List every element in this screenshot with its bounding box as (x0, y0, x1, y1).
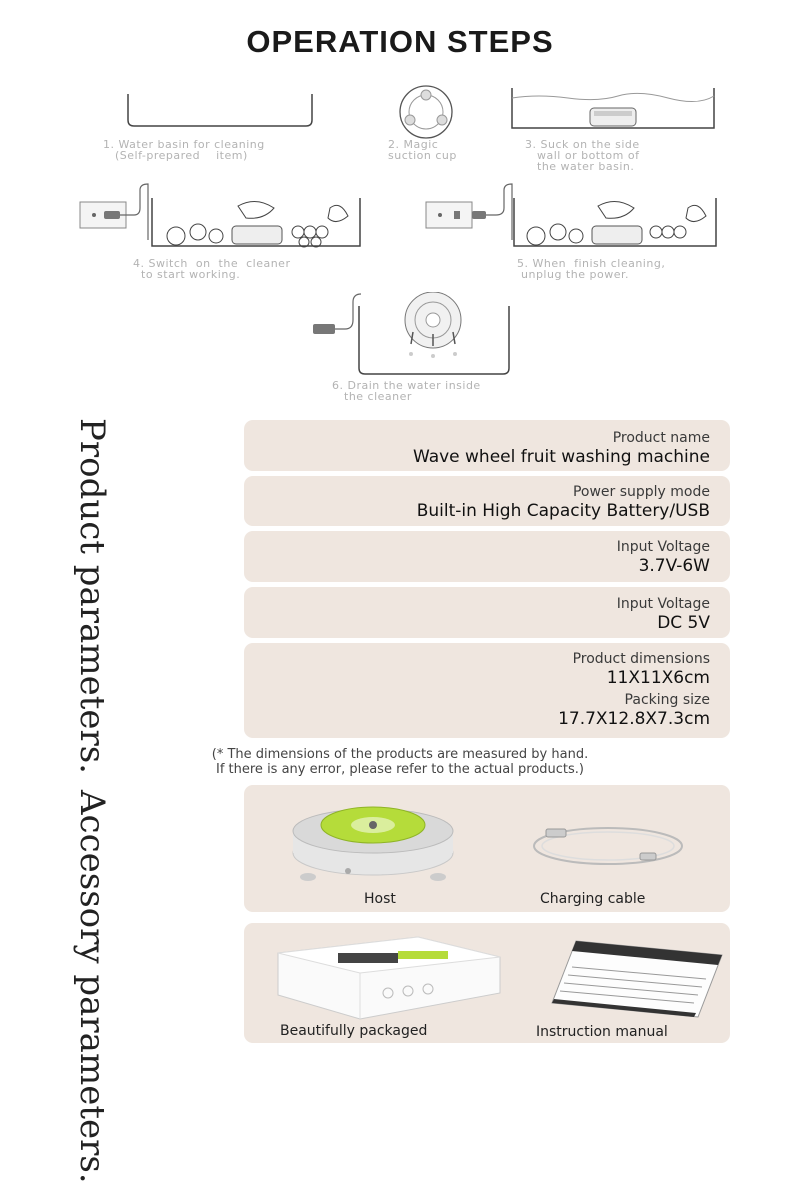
accessory-parameters-heading: Accessory parameters. (72, 790, 112, 1184)
charging-cable-image (528, 821, 688, 871)
instruction-manual-image (546, 937, 726, 1019)
accessory-label-manual: Instruction manual (536, 1024, 668, 1040)
accessory-label-host: Host (364, 891, 396, 907)
step-4-caption: 4. Switch on the cleaner to start working. (133, 257, 291, 281)
param-card-input-voltage-2 (244, 587, 730, 638)
param-value: 3.7V-6W (638, 556, 710, 576)
dimensions-disclaimer: (* The dimensions of the products are measured by hand. If there is any error, please refer to the actual products.) (211, 747, 589, 777)
gift-box-image (268, 933, 508, 1023)
basin-with-cleaner-illustration (508, 84, 718, 134)
step-3-caption: 3. Suck on the side wall or bottom of the water basin. (525, 138, 640, 173)
host-device-image (288, 791, 458, 889)
param-card-product-name (244, 420, 730, 471)
param-value: Wave wheel fruit washing machine (412, 447, 710, 467)
page-title: OPERATION STEPS (246, 24, 554, 59)
water-basin-illustration (120, 92, 320, 132)
param-value: DC 5V (657, 613, 710, 633)
param-label-packing: Packing size (624, 692, 710, 708)
param-label: Input Voltage (616, 596, 710, 612)
param-value: Built-in High Capacity Battery/USB (416, 501, 710, 521)
accessory-card-host-cable (244, 785, 730, 912)
unplug-illustration (424, 180, 720, 252)
param-value-packing: 17.7X12.8X7.3cm (558, 709, 710, 729)
cleaner-working-illustration (78, 180, 363, 252)
param-label: Product dimensions (572, 651, 710, 667)
param-card-input-voltage-1 (244, 531, 730, 582)
suction-cup-icon (376, 84, 476, 142)
product-parameters-heading: Product parameters. (72, 418, 112, 774)
param-label: Power supply mode (572, 484, 710, 500)
param-label: Input Voltage (616, 539, 710, 555)
accessory-label-charging-cable: Charging cable (540, 891, 646, 907)
drain-water-illustration (305, 292, 515, 376)
param-value: 11X11X6cm (606, 668, 710, 688)
step-2-caption: 2. Magic suction cup (388, 138, 457, 162)
step-6-caption: 6. Drain the water inside the cleaner (332, 379, 481, 403)
step-5-caption: 5. When finish cleaning, unplug the power. (517, 257, 666, 281)
param-label: Product name (612, 430, 710, 446)
accessory-card-package-manual (244, 923, 730, 1043)
param-card-power-supply (244, 476, 730, 526)
step-1-caption: 1. Water basin for cleaning (Self-prepared item) (103, 138, 265, 162)
accessory-label-package: Beautifully packaged (280, 1023, 428, 1039)
param-card-dimensions (244, 643, 730, 738)
